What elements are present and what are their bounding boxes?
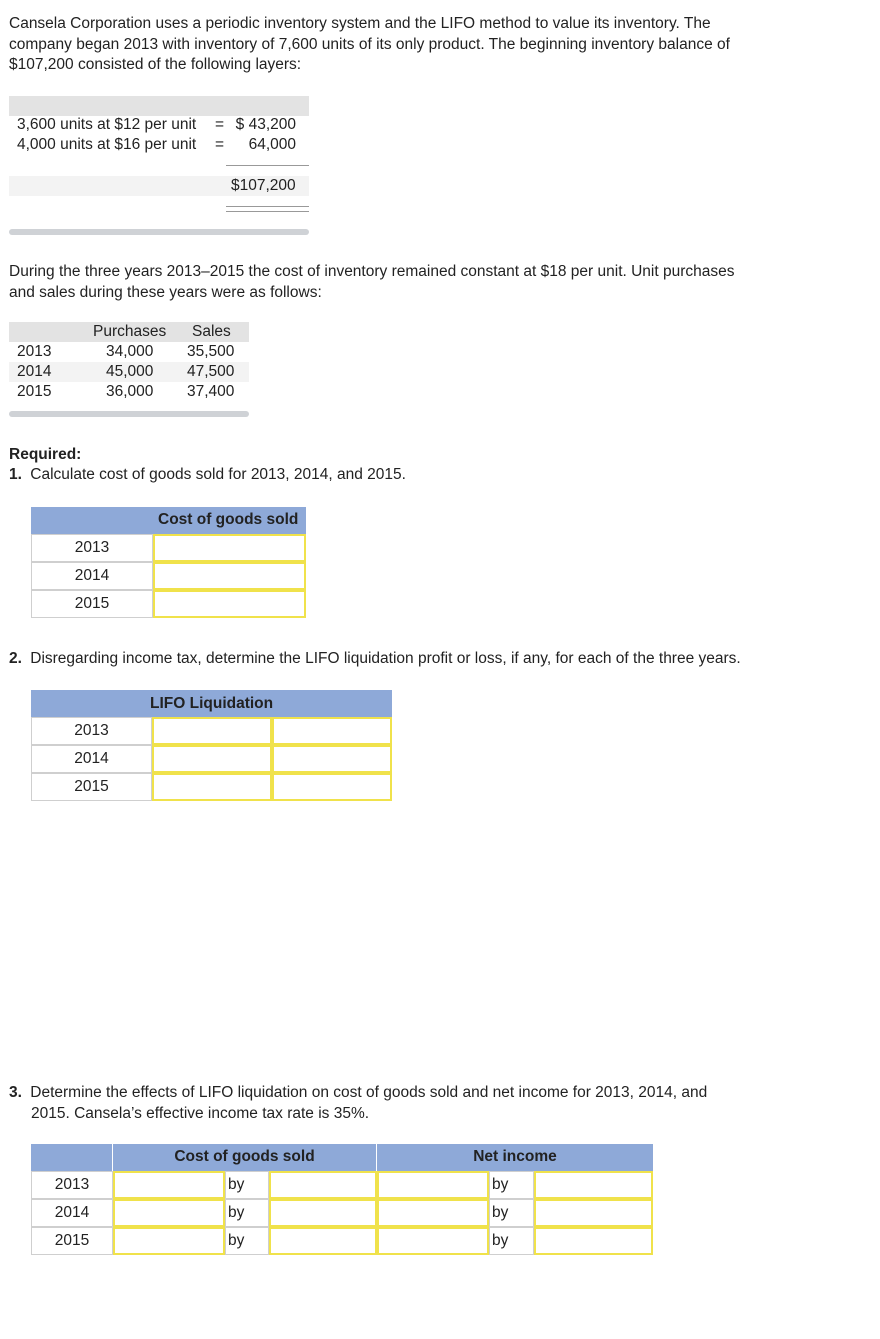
question-number: 3. — [9, 1084, 22, 1101]
ni-direction-input-2015[interactable] — [377, 1227, 489, 1255]
cogs-amount-input-2013[interactable] — [269, 1171, 377, 1199]
question-2 — [9, 650, 741, 668]
year-label: 2015 — [31, 773, 152, 801]
ps-sales: 35,500 — [187, 343, 235, 360]
equals-sign: = — [215, 116, 225, 133]
cogs-header-label: Cost of goods sold — [158, 511, 299, 528]
ni-amount-input-2015[interactable] — [534, 1227, 653, 1255]
cogs-input-2015[interactable] — [153, 590, 306, 618]
year-label: 2015 — [31, 1227, 113, 1255]
table-divider — [9, 411, 249, 417]
by-label: by — [489, 1199, 534, 1227]
question-text: Disregarding income tax, determine the LIFO liquidation profit or loss, if any, for each of the three years. — [30, 650, 741, 667]
ps-year: 2014 — [17, 363, 52, 380]
lifo-type-input-2013[interactable] — [272, 717, 392, 745]
question-number: 2. — [9, 650, 22, 667]
ni-direction-input-2014[interactable] — [377, 1199, 489, 1227]
middle-paragraph — [9, 262, 769, 303]
question-1 — [9, 466, 406, 484]
double-rule-top — [226, 206, 309, 207]
lifo-amount-input-2015[interactable] — [152, 773, 272, 801]
layer-amount: $ 43,200 — [235, 116, 296, 133]
cogs-direction-input-2015[interactable] — [113, 1227, 225, 1255]
ni-direction-input-2013[interactable] — [377, 1171, 489, 1199]
ps-sales: 47,500 — [187, 363, 235, 380]
cogs-input-2013[interactable] — [153, 534, 306, 562]
intro-paragraph — [9, 14, 769, 76]
year-label: 2013 — [31, 717, 152, 745]
ps-purchases: 34,000 — [106, 343, 154, 360]
intro-line: $107,200 consisted of the following layers: — [9, 56, 302, 73]
year-label: 2013 — [31, 1171, 113, 1199]
purchases-header: Purchases — [93, 323, 167, 340]
question-3 — [9, 1083, 707, 1124]
middle-line: and sales during these years were as follows: — [9, 283, 322, 301]
ps-year: 2015 — [17, 383, 52, 400]
ps-year: 2013 — [17, 343, 52, 360]
middle-line: During the three years 2013–2015 the cost of inventory remained constant at $18 per unit. Unit purchases — [9, 263, 735, 280]
required-title: Required: — [9, 446, 82, 463]
year-label: 2013 — [31, 534, 153, 562]
table-divider — [9, 229, 309, 235]
intro-line: Cansela Corporation uses a periodic inventory system and the LIFO method to value its inventory. The — [9, 15, 711, 32]
ps-purchases: 36,000 — [106, 383, 154, 400]
year-label: 2014 — [31, 1199, 113, 1227]
by-label: by — [489, 1171, 534, 1199]
layers-total: $107,200 — [231, 177, 296, 194]
lifo-amount-input-2013[interactable] — [152, 717, 272, 745]
year-label: 2014 — [31, 745, 152, 773]
by-label: by — [489, 1227, 534, 1255]
lifo-amount-input-2014[interactable] — [152, 745, 272, 773]
cogs-amount-input-2015[interactable] — [269, 1227, 377, 1255]
ps-sales: 37,400 — [187, 383, 235, 400]
cogs-input-2014[interactable] — [153, 562, 306, 590]
net-income-effect-header: Net income — [473, 1148, 557, 1165]
subtotal-rule — [226, 165, 309, 166]
by-label: by — [225, 1227, 269, 1255]
layers-table-header — [9, 96, 309, 116]
question-text: Determine the effects of LIFO liquidation on cost of goods sold and net income for 2013, 2014, and — [30, 1084, 708, 1101]
intro-line: company began 2013 with inventory of 7,600 units of its only product. The beginning inventory balance of — [9, 35, 730, 53]
ni-amount-input-2013[interactable] — [534, 1171, 653, 1199]
layer-description: 3,600 units at $12 per unit — [17, 116, 197, 133]
by-label: by — [225, 1171, 269, 1199]
ni-amount-input-2014[interactable] — [534, 1199, 653, 1227]
layer-amount: 64,000 — [248, 136, 296, 153]
layer-row — [17, 115, 309, 135]
question-number: 1. — [9, 466, 22, 483]
double-rule-bottom — [226, 211, 309, 212]
lifo-type-input-2015[interactable] — [272, 773, 392, 801]
year-label: 2015 — [31, 590, 153, 618]
layer-row — [17, 135, 309, 155]
cogs-amount-input-2014[interactable] — [269, 1199, 377, 1227]
year-label: 2014 — [31, 562, 153, 590]
cogs-effect-header: Cost of goods sold — [174, 1148, 315, 1165]
question-text: Calculate cost of goods sold for 2013, 2014, and 2015. — [30, 466, 406, 483]
by-label: by — [225, 1199, 269, 1227]
question-text: 2015. Cansela’s effective income tax rate is 35%. — [31, 1104, 370, 1122]
lifo-type-input-2014[interactable] — [272, 745, 392, 773]
cogs-direction-input-2013[interactable] — [113, 1171, 225, 1199]
ps-purchases: 45,000 — [106, 363, 154, 380]
equals-sign: = — [215, 136, 225, 153]
cogs-direction-input-2014[interactable] — [113, 1199, 225, 1227]
sales-header: Sales — [192, 323, 231, 340]
lifo-header-label: LIFO Liquidation — [150, 695, 274, 712]
layer-description: 4,000 units at $16 per unit — [17, 136, 197, 153]
